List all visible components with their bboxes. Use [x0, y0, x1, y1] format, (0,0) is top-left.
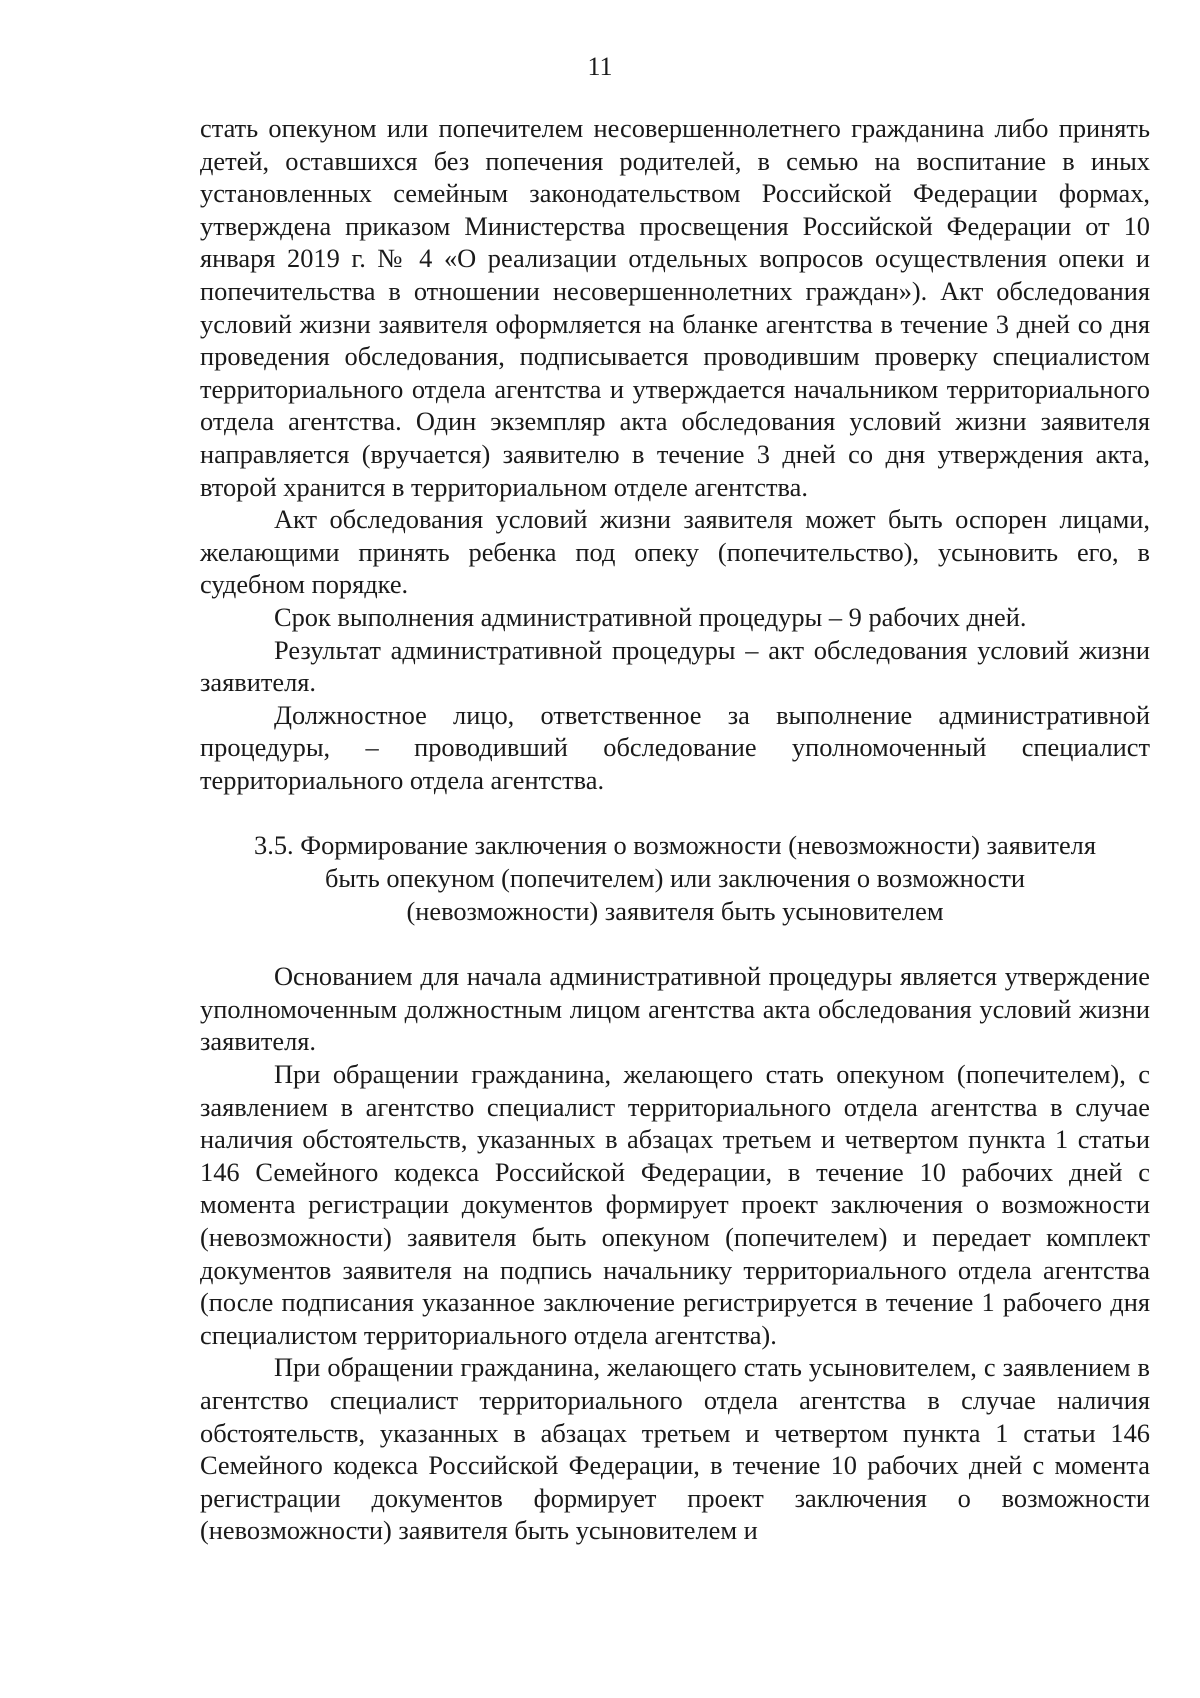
spacer	[200, 796, 1150, 829]
document-body	[200, 112, 1150, 1547]
page-number: 11	[587, 52, 613, 81]
paragraph: При обращении гражданина, желающего стать усыновителем, с заявлением в агентство специалист территориального отдела агентства в случае наличия обстоятельств, указанных в абзацах третьем и четвертом пункта 1 статьи 146 Семейного кодекса Российской Федерации, в течение 10 рабочих дней с момента регистрации документов формирует проект заключения о возможности (невозможности) заявителя быть усыновителем и	[200, 1352, 1150, 1546]
paragraph: Основанием для начала административной процедуры является утверждение уполномоченным должностным лицом агентства акта обследования условий жизни заявителя.	[200, 961, 1150, 1057]
paragraph: Акт обследования условий жизни заявителя может быть оспорен лицами, желающими принять ребенка под опеку (попечительство), усыновить его, в судебном порядке.	[200, 504, 1150, 600]
section-heading-line: 3.5. Формирование заключения о возможности (невозможности) заявителя	[254, 830, 1096, 861]
paragraph: Результат административной процедуры – акт обследования условий жизни заявителя.	[200, 634, 1150, 698]
section-heading-line: (невозможности) заявителя быть усыновителем	[406, 895, 944, 926]
paragraph: При обращении гражданина, желающего стать опекуном (попечителем), с заявлением в агентство специалист территориального отдела агентства в случае наличия обстоятельств, указанных в абзацах третьем и четвертом пункта 1 статьи 146 Семейного кодекса Российской Федерации, в течение 10 рабочих дней с момента регистрации документов формирует проект заключения о возможности (невозможности) заявителя быть опекуном (попечителем) и передает комплект документов заявителя на подпись начальнику территориального отдела агентства (после подписания указанное заключение регистрируется в течение 1 рабочего дня специалистом территориального отдела агентства).	[200, 1059, 1150, 1350]
spacer	[200, 927, 1150, 960]
paragraph: Срок выполнения административной процедуры – 9 рабочих дней.	[274, 601, 1027, 632]
paragraph: Должностное лицо, ответственное за выполнение административной процедуры, – проводивший обследование уполномоченный специалист территориального отдела агентства.	[200, 699, 1150, 795]
section-heading-line: быть опекуном (попечителем) или заключения о возможности	[325, 863, 1025, 894]
paragraph: стать опекуном или попечителем несовершеннолетнего гражданина либо принять детей, оставшихся без попечения родителей, в семью на воспитание в иных установленных семейным законодательством Российской Федерации формах, утверждена приказом Министерства просвещения Российской Федерации от 10 января 2019 г. № 4 «О реализации отдельных вопросов осуществления опеки и попечительства в отношении несовершеннолетних граждан»). Акт обследования условий жизни заявителя оформляется на бланке агентства в течение 3 дней со дня проведения обследования, подписывается проводившим проверку специалистом территориального отдела агентства и утверждается начальником территориального отдела агентства. Один экземпляр акта обследования условий жизни заявителя направляется (вручается) заявителю в течение 3 дней со дня утверждения акта, второй хранится в территориальном отделе агентства.	[200, 113, 1150, 502]
section-heading	[200, 829, 1150, 927]
